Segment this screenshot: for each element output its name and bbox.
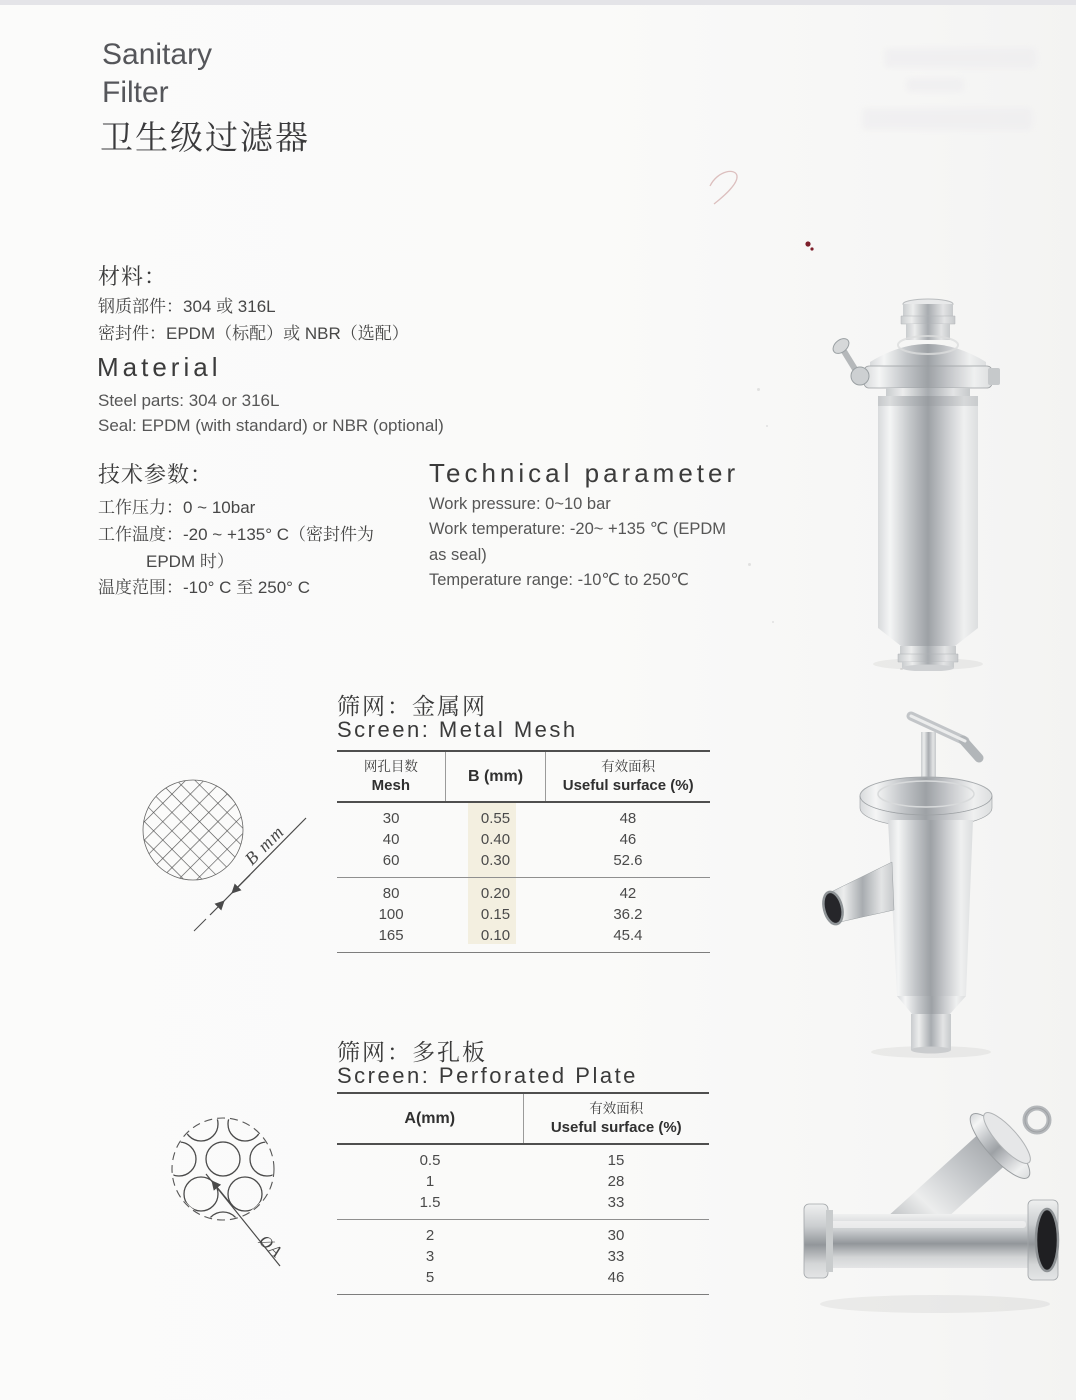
col-header-a-mm [337,1093,523,1144]
plate-dimension-label: ØA [255,1231,287,1262]
table-cell: 36.2 [613,906,643,923]
table-row [337,829,710,850]
table-cell: 48 [619,810,637,827]
col-header-en: Mesh [371,777,410,794]
y-filter-photo [790,1082,1075,1337]
material-line: 密封件：EPDM（标配）或 NBR（选配） [98,324,409,343]
table-cell: 0.5 [419,1152,441,1169]
table-cell: 1.5 [419,1194,441,1211]
table-cell: 80 [337,878,445,905]
mesh-dimension-label: B mm [240,821,289,869]
table-row [337,1246,709,1267]
title-line: Sanitary [102,38,213,71]
table-cell: 28 [607,1173,625,1190]
table-row [337,1220,709,1247]
table-row [337,802,710,829]
col-header-zh: 有效面积 [601,759,656,774]
scan-top-edge [0,0,1076,5]
table-cell: 46 [523,1267,709,1295]
table-cell: 40 [382,831,400,848]
table-cell: 1 [425,1173,435,1190]
table-cell: 165 [337,925,445,953]
table-cell: 100 [378,906,404,923]
table-cell: 52.6 [613,852,643,869]
material-heading-en: Material [97,352,222,382]
table-cell: 0.30 [480,852,511,869]
table-cell: 42 [546,878,710,905]
plate-diagram [148,1096,348,1291]
ink-speck [802,238,818,254]
material-line: Steel parts: 304 or 316L [98,391,280,410]
material-line: Seal: EPDM (with standard) or NBR (optional) [98,416,444,435]
technical-line: 工作温度：-20 ~ +135° C（密封件为 [98,525,375,544]
technical-heading-en: Technical parameter [429,458,740,488]
table-cell: 45.4 [546,925,710,953]
material-line: 钢质部件：304 或 316L [98,297,276,316]
table-header-row [337,1093,709,1144]
table-header-row [337,751,710,802]
page-title-en [102,36,212,112]
table-row [337,904,710,925]
bleed-through-mark [862,108,1032,130]
bleed-through-mark [906,78,964,92]
table-cell: 2 [337,1220,523,1247]
table-cell: 0.20 [445,878,546,905]
table-row [337,1144,709,1171]
table-row [337,1192,709,1220]
col-header-zh: 有效面积 [589,1101,644,1116]
col-header-en: Useful surface (%) [562,777,694,794]
table-cell: 0.10 [445,925,546,953]
table-row [337,1171,709,1192]
col-header-mesh [337,751,445,802]
col-header-useful-surface [546,751,710,802]
table-row [337,878,710,905]
plate-circle [172,1118,274,1220]
table-row [337,850,710,878]
angle-filter-photo [793,694,1048,1059]
plate-heading-en: Screen: Perforated Plate [337,1063,638,1088]
col-header-en: A(mm) [404,1110,456,1127]
technical-line: Work temperature: -20~ +135 ℃ (EPDM [429,520,727,538]
title-line: Filter [102,76,169,109]
table-cell: 0.15 [480,906,511,923]
col-header-zh: 网孔目数 [363,759,418,774]
col-header-useful-surface [523,1093,709,1144]
table-row [337,925,710,953]
table-cell: 60 [382,852,400,869]
mesh-circle [143,780,243,880]
table-cell: 15 [607,1152,625,1169]
table-cell: 46 [619,831,637,848]
technical-line: as seal) [429,546,487,564]
table-row [337,1267,709,1295]
mesh-table [337,750,710,953]
col-header-b-mm [445,751,546,802]
table-cell: 33 [607,1248,625,1265]
mesh-data-table [337,750,710,953]
col-header-en: Useful surface (%) [550,1119,682,1136]
pen-mark [695,158,755,218]
technical-line: 工作压力：0 ~ 10bar [98,498,256,517]
mesh-diagram [126,766,346,966]
mesh-heading-zh: 筛网：金属网 [337,693,487,719]
table-cell: 3 [425,1248,435,1265]
plate-data-table [337,1092,709,1295]
technical-line: 温度范围：-10° C 至 250° C [98,578,310,597]
table-cell: 0.55 [480,810,511,827]
material-heading-zh: 材料： [98,264,168,289]
col-header-en: B (mm) [467,768,524,785]
table-cell: 30 [523,1220,709,1247]
table-cell: 0.40 [480,831,511,848]
technical-line: Temperature range: -10℃ to 250℃ [429,571,689,589]
technical-line: Work pressure: 0~10 bar [429,495,611,513]
plate-table [337,1092,709,1295]
table-cell: 30 [382,810,400,827]
plate-heading-zh: 筛网：多孔板 [337,1039,487,1065]
inline-filter-photo [828,296,1028,671]
technical-line: EPDM 时） [146,552,234,571]
table-cell: 33 [607,1194,625,1211]
technical-heading-zh: 技术参数： [98,462,214,487]
mesh-heading-en: Screen: Metal Mesh [337,717,578,742]
page-title-zh: 卫生级过滤器 [100,119,310,156]
bleed-through-mark [884,48,1036,68]
table-cell: 5 [337,1267,523,1295]
